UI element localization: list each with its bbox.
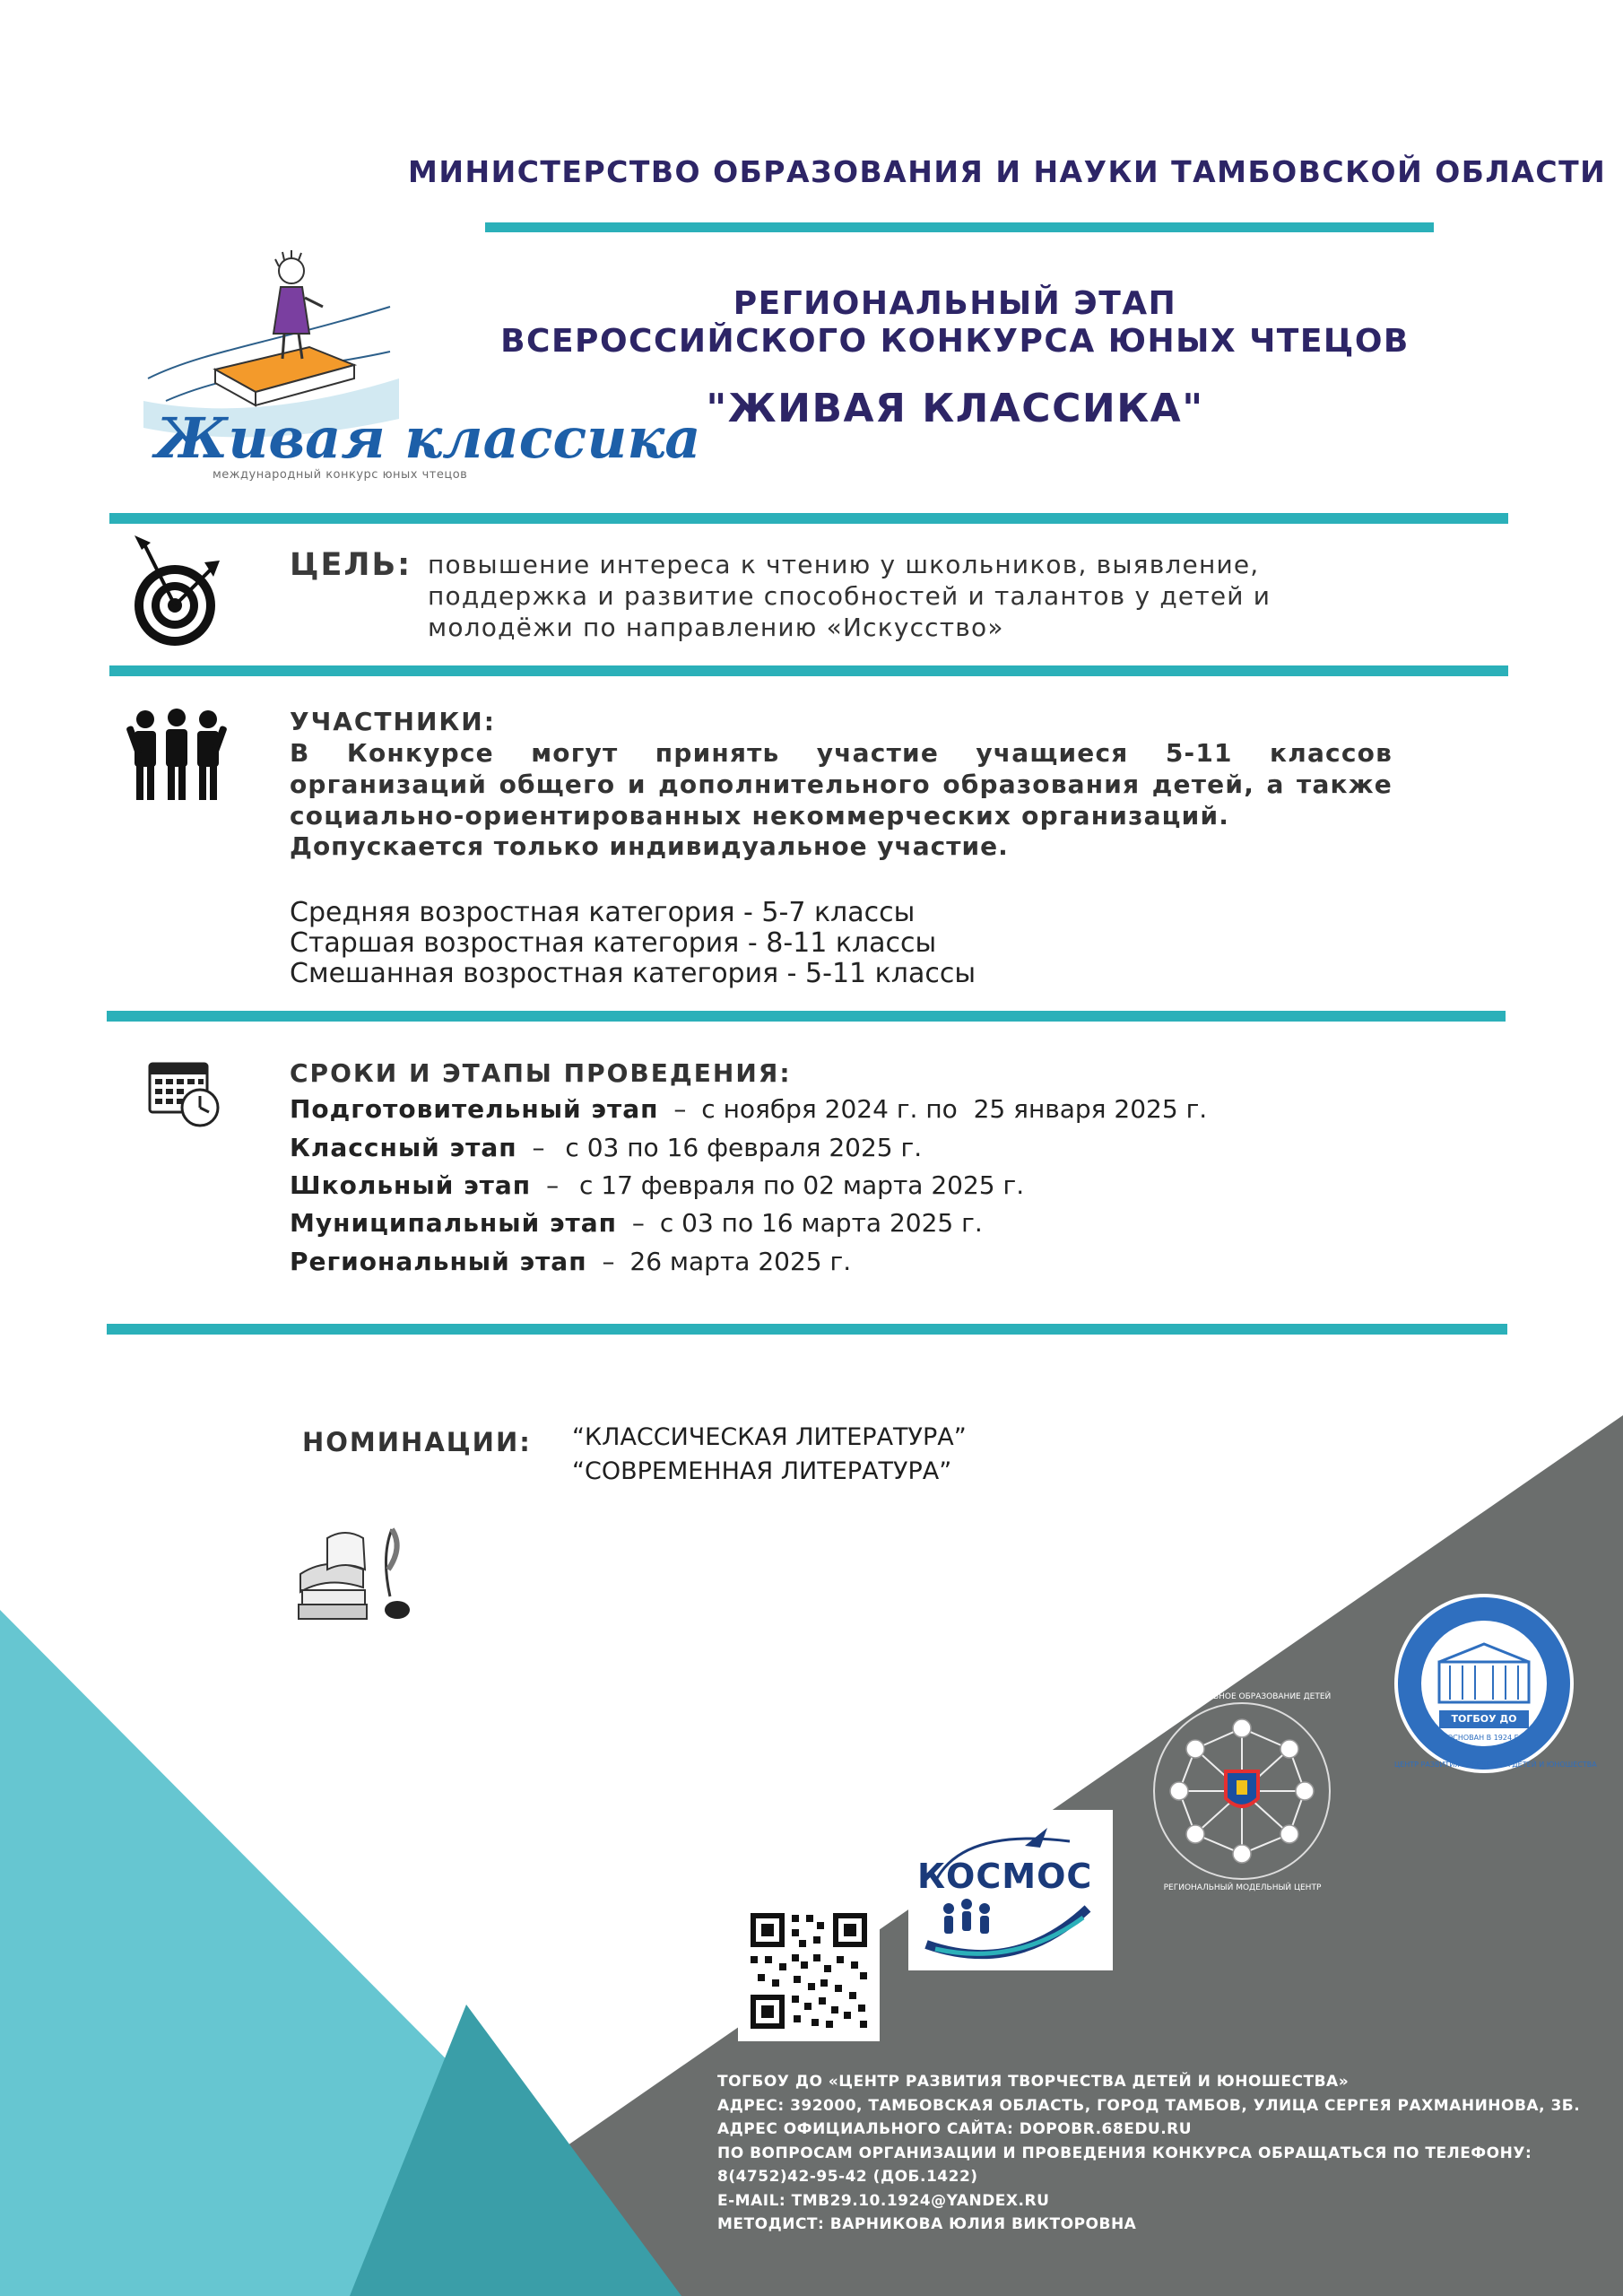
stage-dates: с 03 по 16 февраля 2025 г. xyxy=(565,1133,923,1162)
logo-wordmark: Живая классика xyxy=(155,405,701,471)
nominations-list xyxy=(572,1421,967,1489)
stage-dash: – xyxy=(546,1170,560,1200)
stage-dates: с 17 февраля по 02 марта 2025 г. xyxy=(578,1170,1025,1200)
stage-dates: с ноября 2024 г. по 25 января 2025 г. xyxy=(701,1094,1208,1124)
kosmos-wordmark: КОСМОС xyxy=(917,1857,1093,1896)
stage-name: Подготовительный этап xyxy=(290,1094,659,1124)
logo-subtitle: международный конкурс юных чтецов xyxy=(213,468,468,482)
stage-dates: с 03 по 16 марта 2025 г. xyxy=(659,1208,983,1238)
footer-line: МЕТОДИСТ: ВАРНИКОВА ЮЛИЯ ВИКТОРОВНА xyxy=(717,2215,1137,2233)
category-item: Смешанная возростная категория - 5-11 классы xyxy=(290,958,976,989)
footer-line: 8(4752)42-95-42 (ДОБ.1422) xyxy=(717,2168,978,2186)
schedule-list xyxy=(290,1094,1207,1284)
stage-name: Муниципальный этап xyxy=(290,1208,618,1238)
participants-heading: УЧАСТНИКИ: xyxy=(290,707,496,736)
target-icon xyxy=(126,534,229,654)
goal-text xyxy=(428,549,1459,643)
kosmos-logo xyxy=(908,1810,1113,1970)
stage-name: Школьный этап xyxy=(290,1170,532,1200)
center-ring-text: ЦЕНТР РАЗВИТИЯ ТВОРЧЕСТВА ДЕТЕЙ И ЮНОШЕСТВА xyxy=(1394,1761,1597,1769)
center-band-text: ТОГБОУ ДО xyxy=(1451,1713,1517,1725)
stage-dash: – xyxy=(673,1094,687,1124)
people-icon xyxy=(126,709,229,806)
center-founded-text: ОСНОВАН В 1924 Г. xyxy=(1446,1734,1522,1742)
stage-row xyxy=(290,1208,1207,1247)
nomination-item: “КЛАССИЧЕСКАЯ ЛИТЕРАТУРА” xyxy=(572,1423,967,1451)
category-list xyxy=(290,898,976,989)
title-line-1: РЕГИОНАЛЬНЫЙ ЭТАП xyxy=(733,285,1177,322)
divider-3 xyxy=(107,1011,1506,1022)
stage-name: Классный этап xyxy=(290,1133,517,1162)
stage-row xyxy=(290,1094,1207,1133)
footer-line: ПО ВОПРОСАМ ОРГАНИЗАЦИИ И ПРОВЕДЕНИЯ КОНКУРСА ОБРАЩАТЬСЯ ПО ТЕЛЕФОНУ: xyxy=(717,2144,1532,2162)
ministry-title: МИНИСТЕРСТВО ОБРАЗОВАНИЯ И НАУКИ ТАМБОВСКОЙ ОБЛАСТИ xyxy=(408,154,1607,189)
title-line-3: "ЖИВАЯ КЛАССИКА" xyxy=(706,386,1204,431)
divider-1 xyxy=(109,513,1508,524)
goal-line: молодёжи по направлению «Искусство» xyxy=(428,613,1004,642)
stage-row xyxy=(290,1170,1207,1208)
rmc-ring-bottom: РЕГИОНАЛЬНЫЙ МОДЕЛЬНЫЙ ЦЕНТР xyxy=(1163,1883,1322,1892)
nomination-item: “СОВРЕМЕННАЯ ЛИТЕРАТУРА” xyxy=(572,1457,952,1485)
center-logo xyxy=(1393,1592,1597,1779)
calendar-clock-icon xyxy=(148,1058,221,1132)
stage-dash: – xyxy=(631,1208,645,1238)
qr-code[interactable] xyxy=(738,1902,880,2041)
participants-text: В Конкурсе могут принять участие учащиеся 5-11 классов организаций общего и дополнительного образования детей, а также социально-ориентированных некоммерческих организаций. xyxy=(290,738,1393,831)
footer-line: АДРЕС: 392000, ТАМБОВСКАЯ ОБЛАСТЬ, ГОРОД ТАМБОВ, УЛИЦА СЕРГЕЯ РАХМАНИНОВА, 3Б. xyxy=(717,2096,1581,2115)
stage-dash: – xyxy=(602,1247,615,1276)
divider-2 xyxy=(109,665,1508,676)
rmc-ring-top: ДОПОЛНИТЕЛЬНОЕ ОБРАЗОВАНИЕ ДЕТЕЙ xyxy=(1153,1692,1332,1701)
footer-line[interactable]: АДРЕС ОФИЦИАЛЬНОГО САЙТА: DOPOBR.68EDU.RU xyxy=(717,2120,1193,2138)
regional-model-center-logo xyxy=(1150,1692,1334,1892)
footer-line: ТОГБОУ ДО «ЦЕНТР РАЗВИТИЯ ТВОРЧЕСТВА ДЕТЕЙ И ЮНОШЕСТВА» xyxy=(717,2073,1350,2091)
goal-line: повышение интереса к чтению у школьников, выявление, xyxy=(428,550,1260,579)
stage-row xyxy=(290,1133,1207,1170)
participants-individual: Допускается только индивидуальное участие. xyxy=(290,831,1009,861)
footer-line[interactable]: E-MAIL: TMB29.10.1924@YANDEX.RU xyxy=(717,2191,1050,2210)
stage-dash: – xyxy=(532,1133,545,1162)
schedule-heading: СРОКИ И ЭТАПЫ ПРОВЕДЕНИЯ: xyxy=(290,1058,792,1088)
stage-row xyxy=(290,1247,1207,1284)
footer-contacts xyxy=(717,2070,1580,2237)
goal-label: ЦЕЛЬ: xyxy=(290,547,412,583)
header-underline xyxy=(485,222,1434,232)
nominations-label: НОМИНАЦИИ: xyxy=(302,1427,532,1457)
stage-name: Региональный этап xyxy=(290,1247,587,1276)
divider-4 xyxy=(107,1324,1507,1335)
books-quill-icon xyxy=(291,1520,426,1636)
goal-line: поддержка и развитие способностей и талантов у детей и xyxy=(428,581,1271,611)
stage-dates: 26 марта 2025 г. xyxy=(629,1247,852,1276)
title-line-2: ВСЕРОССИЙСКОГО КОНКУРСА ЮНЫХ ЧТЕЦОВ xyxy=(500,323,1410,360)
category-item: Средняя возростная категория - 5-7 классы xyxy=(290,897,916,928)
zhivaya-klassika-logo xyxy=(130,244,701,486)
category-item: Старшая возростная категория - 8-11 классы xyxy=(290,927,937,959)
